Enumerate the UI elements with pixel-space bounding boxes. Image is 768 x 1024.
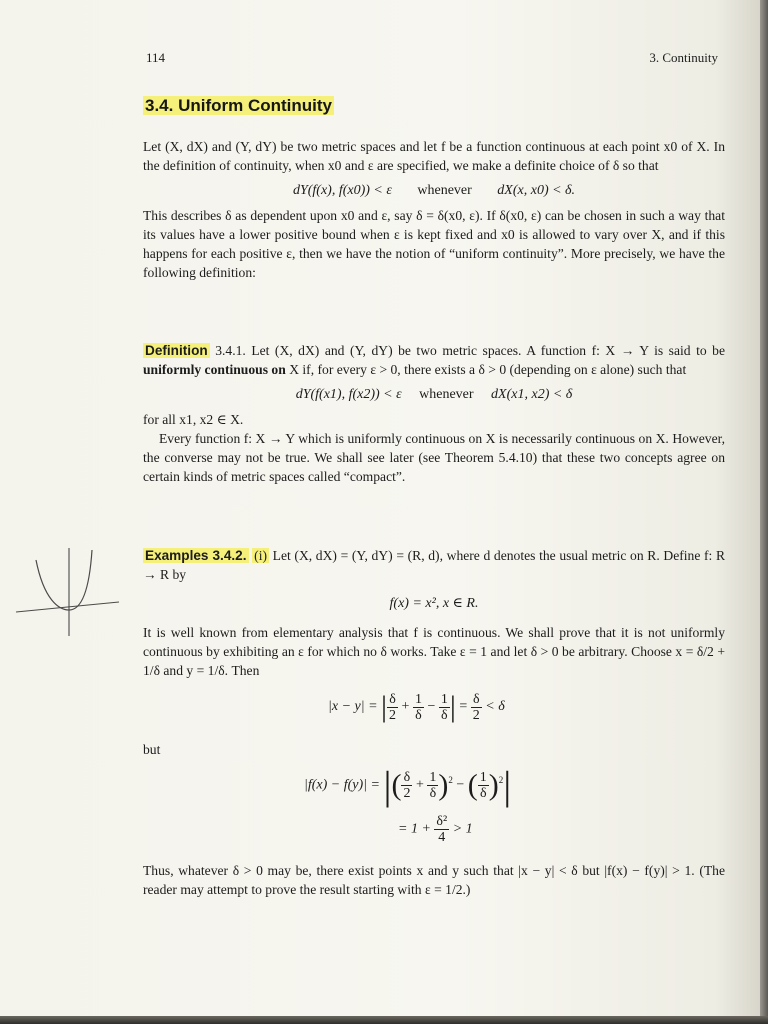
page-number: 114: [146, 50, 166, 65]
eq2-left: |x − y| =: [328, 699, 378, 715]
definition-number: 3.4.1.: [215, 343, 246, 358]
sketch-parabola-curve: [36, 550, 92, 610]
square-exponent-2: 2: [498, 775, 504, 786]
definition-text-a: Let (X, dX) and (Y, dY) be two metric spaces. A function f: X → Y is said to be: [251, 343, 725, 358]
equation-difference: [328, 690, 505, 724]
conclusion-block: [143, 861, 725, 899]
frac-1-delta-b: $\frac{1}{\delta}$: [440, 691, 448, 723]
eq-def-left: dY(f(x1), f(x2)) < ε: [295, 387, 402, 402]
section-title: Uniform Continuity: [178, 96, 333, 115]
eq1-right: dX(x, x0) < δ.: [497, 183, 576, 198]
abs-bar-l: |: [383, 763, 392, 808]
examples-paragraph: [143, 546, 725, 584]
eq4-right: > 1: [452, 821, 473, 837]
definition-block: [143, 341, 725, 486]
abs-bar-r: |: [503, 763, 512, 808]
definition-paragraph: [143, 341, 725, 379]
frac-delta-sq-4: $\frac{\text{δ²}}{4}$: [436, 814, 448, 845]
abs-bar-right: |: [449, 690, 456, 723]
paren-r-2: ): [488, 768, 499, 802]
eq3-left: |f(x) − f(y)| =: [304, 777, 380, 793]
eq4-left: = 1 +: [398, 821, 431, 837]
equation-f-difference: [304, 762, 511, 809]
frac-1-delta-c: $\frac{1}{\delta}$: [429, 770, 437, 801]
examples-item: (i): [254, 548, 268, 563]
equals-sign: =: [459, 699, 468, 715]
section-heading-highlight: [143, 96, 334, 115]
pencil-parabola-sketch: [14, 540, 124, 640]
examples-label: Examples 3.4.2.: [145, 548, 247, 563]
examples-paragraph-2: It is well known from elementary analysis that f is continuous. We shall prove that it is not uniformly continuous by exhibiting an ε for which no δ works. Take ε = 1 and let δ > 0 be arbitrary. Choose x = δ/2 + 1/δ and y = 1/δ. Then: [143, 625, 725, 678]
abs-bar-left: |: [381, 690, 388, 723]
equation-result: [398, 814, 473, 845]
section-heading: [143, 96, 334, 116]
examples-text: Let (X, dX) = (Y, dY) = (R, d), where d denotes the usual metric on R. Define f: R → R by: [143, 548, 726, 582]
definition-text-b: X if, for every ε > 0, there exists a δ > 0 (depending on ε alone) such that: [289, 362, 687, 377]
paren-l-2: (: [467, 768, 478, 802]
but-word: but: [143, 742, 161, 757]
eq-def-right: dX(x1, x2) < δ: [491, 387, 573, 402]
definition-label: Definition: [145, 343, 208, 358]
frac-delta-2-c: $\frac{\delta}{2}$: [403, 770, 411, 801]
paren-l: (: [391, 768, 402, 802]
definition-paragraph-2: Every function f: X → Y which is uniformly continuous on X is necessarily continuous on X. However, the converse may not be true. We shall see later (see Theorem 5.4.10) that these two concepts agree on certain kinds of metric spaces called “compact”.: [143, 431, 725, 484]
eq2-right: < δ: [485, 699, 505, 715]
minus-sign-2: −: [456, 777, 465, 793]
section-number: 3.4.: [145, 96, 174, 115]
frac-1-delta: $\frac{1}{\delta}$: [414, 691, 422, 723]
intro-block: [143, 137, 725, 282]
frac-delta-2-b: $\frac{\delta}{2}$: [472, 691, 480, 723]
eq1-left: dY(f(x), f(x0)) < ε: [292, 183, 392, 198]
intro-paragraph-2: This describes δ as dependent upon x0 and ε, say δ = δ(x0, ε). If δ(x0, ε) can be chosen in such a way that its values have a lower positive bound when ε is kept fixed and x0 is allowed to vary over X, and if this happens for each positive ε, then we have the notion of “uniform continuity”. More precisely, we have the following definition:: [143, 208, 725, 280]
equation-square: f(x) = x², x ∈ R.: [389, 596, 479, 611]
square-exponent: 2: [448, 775, 453, 786]
chapter-running-head: 3. Continuity: [649, 50, 718, 65]
plus-sign-2: +: [415, 777, 424, 793]
equation-uniform: [143, 385, 725, 404]
examples-block: [143, 546, 725, 680]
plus-sign: +: [401, 699, 410, 715]
intro-paragraph-1: Let (X, dX) and (Y, dY) be two metric spaces and let f be a function continuous at each point x0 of X. In the definition of continuity, when x0 and ε are specified, we make a definite choice of δ so that: [143, 139, 725, 173]
definition-after: for all x1, x2 ∈ X.: [143, 412, 244, 427]
book-edge-right: [760, 0, 768, 1024]
eq1-mid: whenever: [417, 183, 472, 198]
definition-term: uniformly continuous on: [143, 362, 286, 377]
frac-1-delta-d: $\frac{1}{\delta}$: [479, 770, 487, 801]
frac-delta-2: $\frac{\delta}{2}$: [389, 691, 397, 723]
conclusion-paragraph: Thus, whatever δ > 0 may be, there exist points x and y such that |x − y| < δ but |f(x) − f(y)| > 1. (The reader may attempt to prove the result starting with ε = 1/2.): [143, 863, 725, 897]
minus-sign: −: [427, 699, 436, 715]
eq-def-mid: whenever: [419, 387, 474, 402]
book-edge-bottom: [0, 1016, 768, 1024]
paren-r: ): [438, 768, 449, 802]
equation-continuity: [143, 181, 725, 200]
